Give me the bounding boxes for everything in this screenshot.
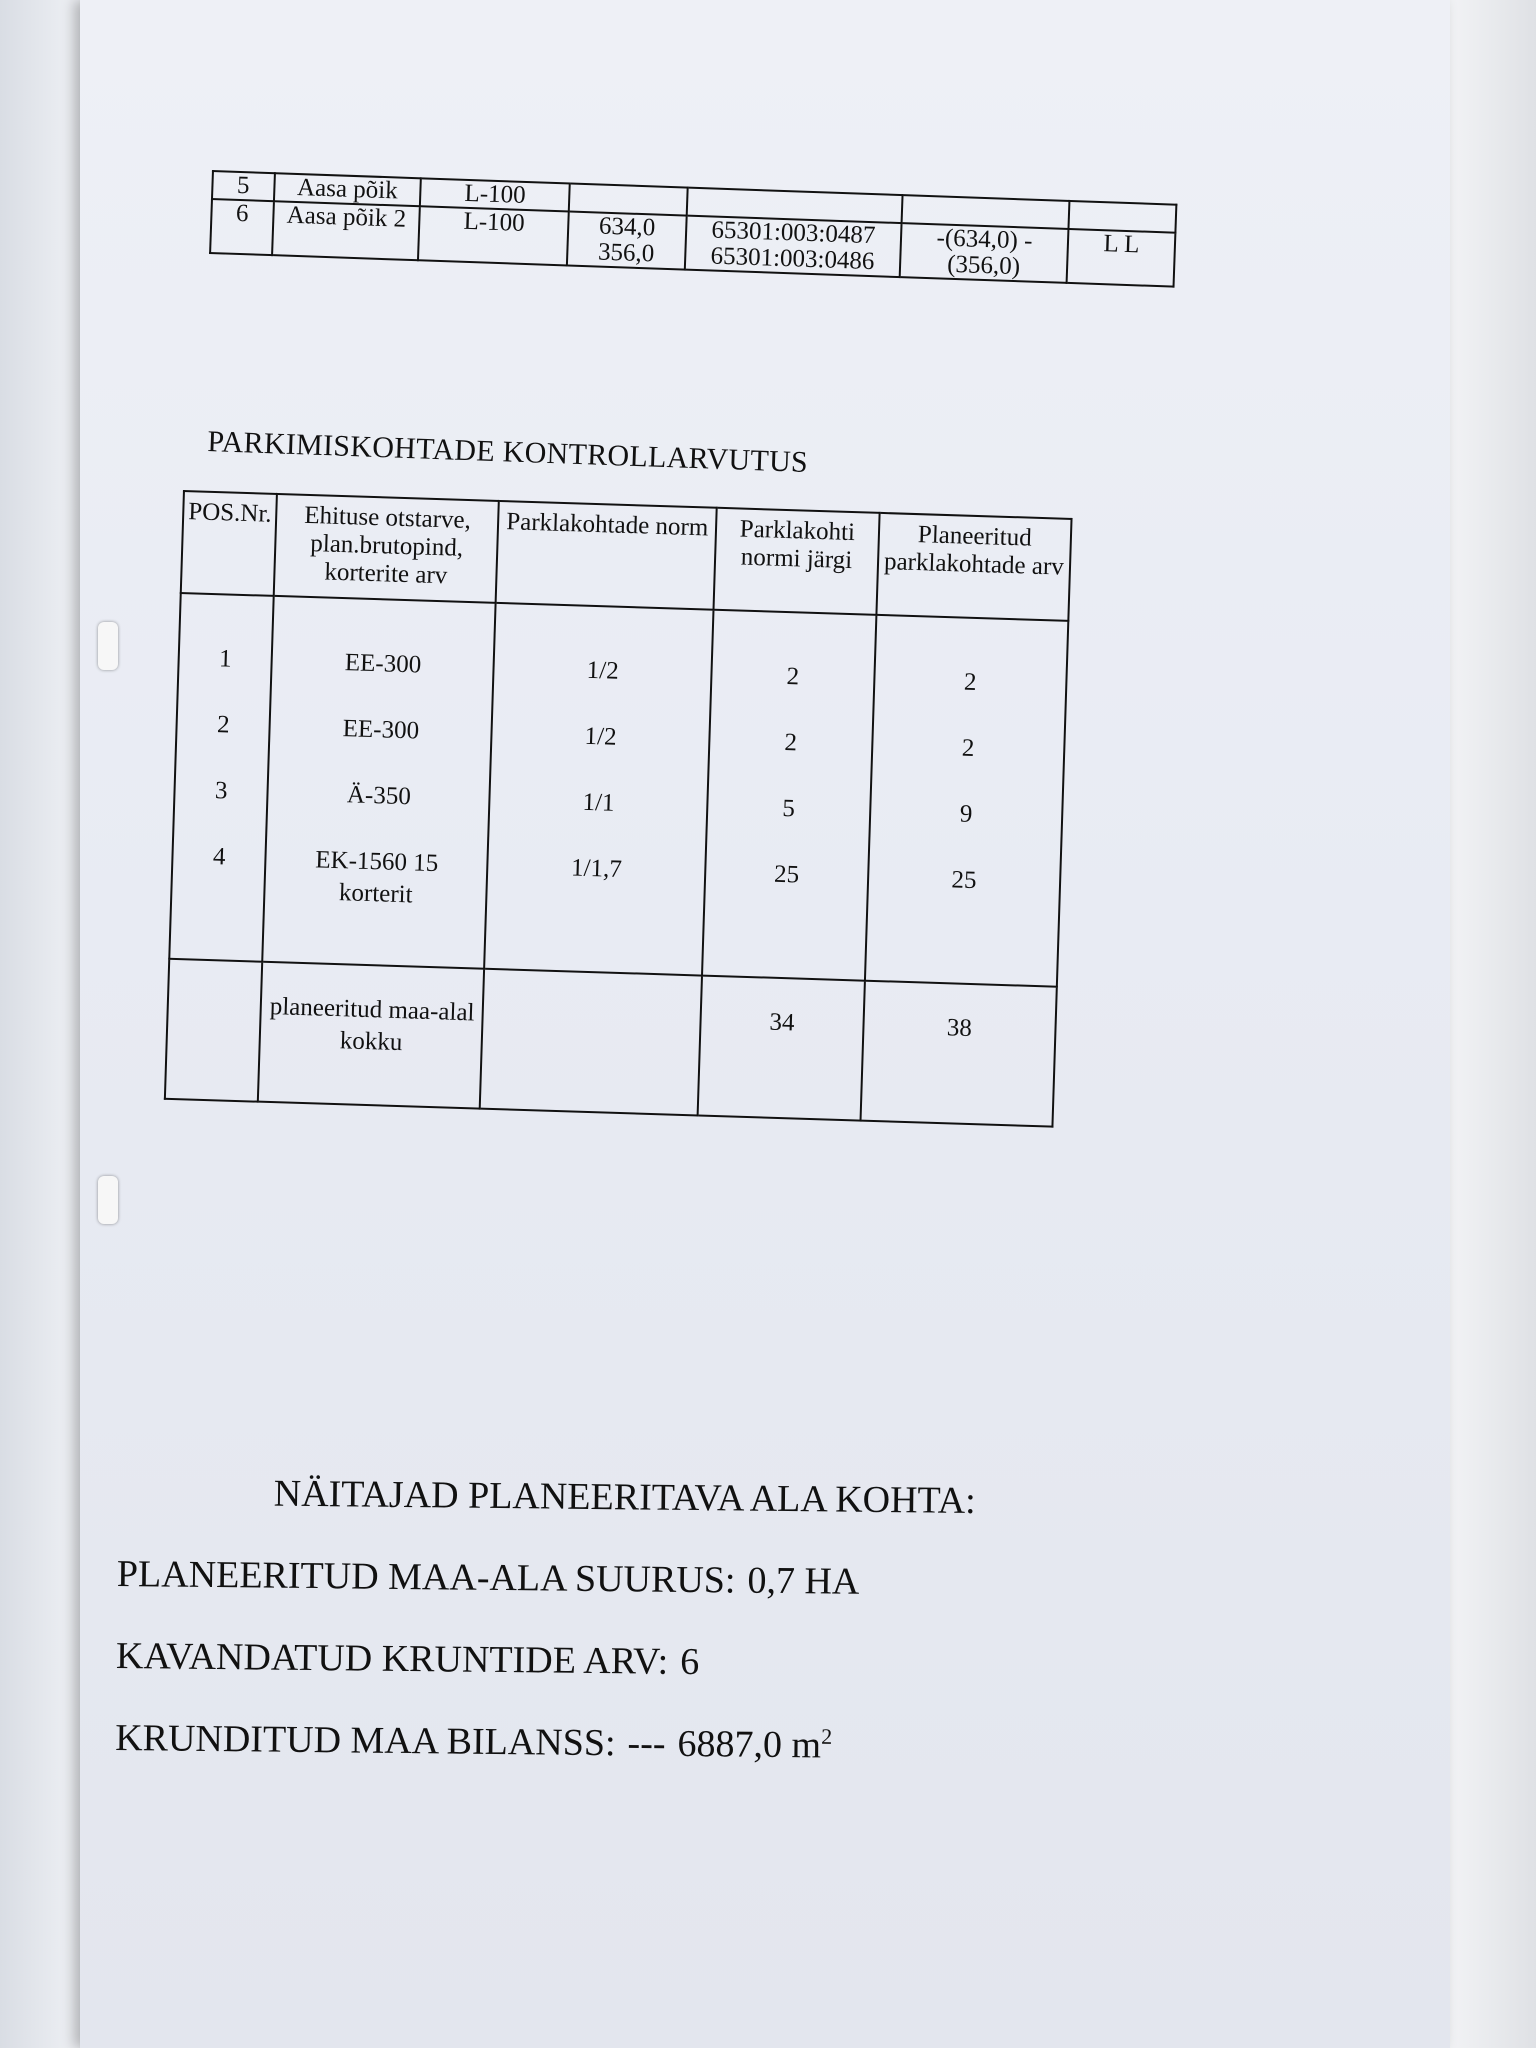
plots-value: 6 (680, 1640, 700, 1684)
normi-column (702, 610, 876, 981)
plan-value: 9 (959, 800, 973, 828)
area-label: PLANEERITUD MAA-ALA SUURUS: (116, 1552, 736, 1602)
area-diff: -(634,0) -(356,0) (900, 223, 1069, 283)
street-name: Aasa põik (274, 173, 422, 206)
plan-value: 25 (951, 866, 977, 895)
total-plan: 38 (946, 1014, 973, 1043)
norm-value: 1/1,7 (570, 854, 623, 883)
binder-clip (98, 1176, 118, 1224)
header-plan: Planeeritud parklakohtade arv (876, 513, 1071, 621)
header-pos: POS.Nr. (181, 491, 278, 596)
table-body-row (169, 593, 1068, 987)
header-ehitus: Ehituse otstarve, plan.brutopind, korterite arv (274, 494, 499, 603)
row-nr: 5 (212, 171, 275, 201)
normi-value: 25 (773, 860, 800, 889)
balance-label: KRUNDITUD MAA BILANSS: (114, 1716, 616, 1765)
ehitus-value: EE-300 (344, 649, 422, 679)
norm-column (485, 603, 714, 976)
header-norm: Parklakohtade norm (496, 501, 717, 610)
street-name: Aasa põik 2 (272, 201, 421, 260)
ehitus-value: Ä-350 (346, 781, 412, 811)
binder-clip (98, 622, 118, 670)
plots-line (116, 1634, 1116, 1688)
normi-value: 5 (781, 794, 796, 823)
ehitus-value: EE-300 (342, 715, 420, 745)
plot-area: 634,0 356,0 (567, 211, 686, 269)
cadastre-code: 65301:003:0487 65301:003:0486 (684, 216, 901, 277)
ehitus-column (263, 596, 496, 969)
area-value: 0,7 HA (747, 1559, 860, 1603)
plan-value: 2 (963, 668, 977, 697)
row-nr: 6 (210, 199, 273, 255)
normi-value: 2 (784, 729, 798, 757)
norm-value: 1/1 (582, 788, 615, 817)
balance-unit-sup: 2 (821, 1723, 833, 1749)
balance-line (115, 1716, 1115, 1770)
total-label: planeeritud maa-alal kokku (269, 992, 475, 1057)
plot-mark: L L (1067, 229, 1176, 287)
pos-column (169, 593, 274, 962)
indicators-title: NÄITAJAD PLANEERITAVA ALA KOHTA: (273, 1472, 976, 1522)
total-plan-cell (860, 981, 1057, 1127)
total-label-cell (258, 962, 484, 1109)
plan-column (865, 615, 1069, 987)
normi-value: 2 (786, 663, 800, 691)
pos-value: 1 (218, 645, 233, 673)
plot-mark (1068, 201, 1176, 233)
plot-type: L-100 (420, 178, 570, 211)
balance-dash: --- (627, 1722, 666, 1765)
plots-label: KAVANDATUD KRUNTIDE ARV: (115, 1634, 669, 1683)
indicators-block (115, 1470, 1118, 1808)
norm-value: 1/2 (584, 722, 618, 751)
norm-value: 1/2 (586, 656, 620, 685)
ehitus-value: EK-1560 15 korterit (314, 846, 439, 909)
plan-value: 2 (961, 734, 975, 762)
total-pos-cell (165, 959, 263, 1102)
total-row (165, 959, 1057, 1127)
plot-area (569, 183, 687, 215)
parking-section-title: PARKIMISKOHTADE KONTROLLARVUTUS (206, 425, 809, 479)
pos-value: 3 (214, 777, 228, 805)
balance-value: 6887,0 m (677, 1722, 822, 1767)
total-normi: 34 (769, 1008, 795, 1037)
header-normi: Parklakohti normi järgi (713, 508, 879, 615)
plot-type: L-100 (418, 206, 568, 265)
parking-table (164, 490, 1073, 1128)
pos-value: 2 (216, 711, 231, 739)
total-normi-cell (698, 976, 865, 1121)
area-line (117, 1552, 1117, 1606)
pos-value: 4 (212, 843, 226, 871)
total-norm-cell (480, 969, 702, 1116)
